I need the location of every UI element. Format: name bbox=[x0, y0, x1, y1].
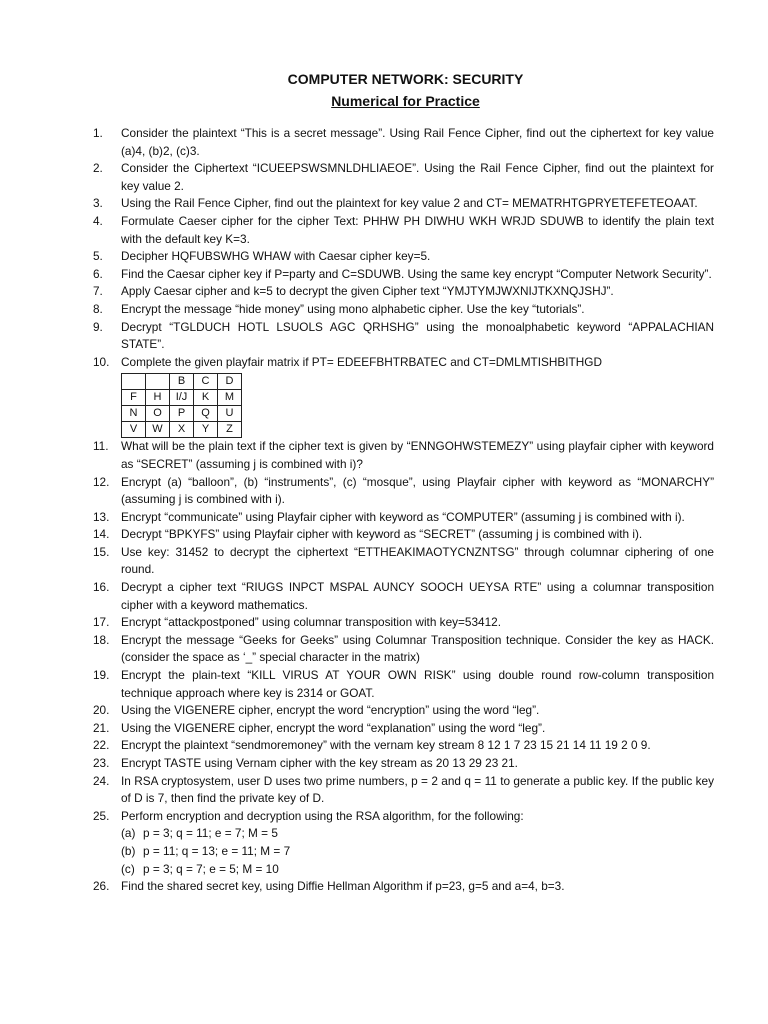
question-item bbox=[93, 354, 714, 439]
question-list bbox=[93, 125, 714, 896]
question-number: 17. bbox=[93, 615, 110, 630]
question-number: 22. bbox=[93, 738, 110, 753]
rsa-case-list bbox=[121, 825, 714, 878]
question-number: 26. bbox=[93, 879, 110, 894]
question-text: Using the Rail Fence Cipher, find out the plaintext for key value 2 and CT= MEMATRHTGPRYETEFETEOAAT. bbox=[121, 196, 698, 211]
question-number: 6. bbox=[93, 266, 103, 281]
question-text: Use key: 31452 to decrypt the ciphertext “ETTHEAKIMAOTYCNZNTSG” through columnar ciphering of one round. bbox=[121, 544, 714, 577]
matrix-cell: N bbox=[122, 406, 146, 422]
question-text: In RSA cryptosystem, user D uses two prime numbers, p = 2 and q = 11 to generate a public key. If the public key of D is 7, then find the private key of D. bbox=[121, 773, 714, 806]
rsa-case-item bbox=[121, 825, 714, 843]
question-text: Encrypt “attackpostponed” using columnar transposition with key=53412. bbox=[121, 615, 502, 630]
question-item bbox=[93, 125, 714, 160]
rsa-case-text: p = 3; q = 11; e = 7; M = 5 bbox=[143, 826, 278, 841]
matrix-cell: Z bbox=[218, 422, 242, 438]
question-text: Encrypt the message “Geeks for Geeks” using Columnar Transposition technique. Consider the key as HACK. (consider the space as ‘_” special character in the matrix) bbox=[121, 632, 714, 665]
matrix-row bbox=[122, 390, 242, 406]
question-number: 7. bbox=[93, 284, 103, 299]
question-number: 13. bbox=[93, 509, 110, 524]
rsa-case-text: p = 11; q = 13; e = 11; M = 7 bbox=[143, 843, 291, 858]
rsa-case-item bbox=[121, 843, 714, 861]
question-number: 19. bbox=[93, 668, 110, 683]
question-text: Encrypt “communicate” using Playfair cipher with keyword as “COMPUTER” (assuming j is combined with i). bbox=[121, 509, 685, 524]
question-text: Encrypt (a) “balloon”, (b) “instruments”, (c) “mosque”, using Playfair cipher with keyword as “MONARCHY” (assuming j is combined with i). bbox=[121, 474, 714, 507]
matrix-row bbox=[122, 422, 242, 438]
question-item bbox=[93, 509, 714, 527]
document-subtitle: Numerical for Practice bbox=[331, 93, 480, 109]
matrix-cell: U bbox=[218, 406, 242, 422]
question-number: 12. bbox=[93, 474, 110, 489]
matrix-row bbox=[122, 406, 242, 422]
question-item bbox=[93, 702, 714, 720]
question-text: Using the VIGENERE cipher, encrypt the word “encryption” using the word “leg”. bbox=[121, 703, 540, 718]
question-number: 8. bbox=[93, 301, 103, 316]
matrix-cell: C bbox=[194, 374, 218, 390]
question-item bbox=[93, 319, 714, 354]
question-number: 14. bbox=[93, 527, 110, 542]
matrix-cell: Y bbox=[194, 422, 218, 438]
question-item bbox=[93, 301, 714, 319]
question-number: 24. bbox=[93, 773, 110, 788]
question-text: Encrypt TASTE using Vernam cipher with the key stream as 20 13 29 23 21. bbox=[121, 756, 518, 770]
question-number: 18. bbox=[93, 632, 110, 647]
question-item bbox=[93, 773, 714, 808]
question-text: Apply Caesar cipher and k=5 to decrypt the given Cipher text “YMJTYMJWXNIJTKXNQJSHJ”. bbox=[121, 284, 614, 299]
question-text: Formulate Caeser cipher for the cipher Text: PHHW PH DIWHU WKH WRJD SDUWB to identify the plain text with the default key K=3. bbox=[121, 213, 714, 246]
question-item bbox=[93, 266, 714, 284]
question-text: Consider the Ciphertext “ICUEEPSWSMNLDHLIAEOE”. Using the Rail Fence Cipher, find out the plaintext for key value 2. bbox=[121, 161, 714, 193]
matrix-cell: W bbox=[146, 422, 170, 438]
matrix-cell: B bbox=[170, 374, 194, 390]
question-number: 9. bbox=[93, 319, 103, 334]
question-item bbox=[93, 438, 714, 473]
question-number: 15. bbox=[93, 544, 110, 559]
question-number: 20. bbox=[93, 703, 110, 718]
matrix-row bbox=[122, 374, 242, 390]
document-title: COMPUTER NETWORK: SECURITY bbox=[287, 71, 524, 87]
matrix-cell: X bbox=[170, 422, 194, 438]
matrix-cell: P bbox=[170, 406, 194, 422]
matrix-cell: O bbox=[146, 406, 170, 422]
rsa-case-item bbox=[121, 861, 714, 879]
matrix-cell: K bbox=[194, 390, 218, 406]
question-text: Complete the given playfair matrix if PT= EDEEFBHTRBATEC and CT=DMLMTISHBITHGD bbox=[121, 354, 602, 369]
question-text: Decrypt a cipher text “RIUGS INPCT MSPAL AUNCY SOOCH UEYSA RTE” using a columnar transposition cipher with a keyword mathematics. bbox=[121, 580, 714, 612]
matrix-cell: I/J bbox=[170, 390, 194, 406]
matrix-cell: D bbox=[218, 374, 242, 390]
question-text: Find the shared secret key, using Diffie Hellman Algorithm if p=23, g=5 and a=4, b=3. bbox=[121, 879, 565, 894]
question-number: 16. bbox=[93, 580, 110, 595]
question-text: Consider the plaintext “This is a secret message”. Using Rail Fence Cipher, find out the ciphertext for key value (a)4, (b)2, (c)3. bbox=[121, 126, 714, 158]
matrix-cell: Q bbox=[194, 406, 218, 422]
rsa-case-label: (a) bbox=[121, 826, 136, 841]
matrix-cell bbox=[122, 374, 146, 390]
question-number: 25. bbox=[93, 808, 110, 823]
question-item bbox=[93, 579, 714, 614]
question-text: Decrypt “BPKYFS” using Playfair cipher with keyword as “SECRET” (assuming j is combined with i). bbox=[121, 527, 643, 542]
question-text: Find the Caesar cipher key if P=party and C=SDUWB. Using the same key encrypt “Computer Network Security”. bbox=[121, 266, 712, 281]
rsa-case-text: p = 3; q = 7; e = 5; M = 10 bbox=[143, 861, 279, 876]
question-item bbox=[93, 737, 714, 755]
question-item bbox=[93, 213, 714, 248]
matrix-cell: V bbox=[122, 422, 146, 438]
question-text: Using the VIGENERE cipher, encrypt the word “explanation” using the word “leg”. bbox=[121, 720, 546, 735]
question-number: 11. bbox=[93, 439, 109, 454]
question-number: 2. bbox=[93, 161, 103, 176]
question-text: Encrypt the message “hide money” using mono alphabetic cipher. Use the key “tutorials”. bbox=[121, 301, 585, 316]
matrix-cell: F bbox=[122, 390, 146, 406]
matrix-cell: H bbox=[146, 390, 170, 406]
question-item bbox=[93, 808, 714, 878]
question-text: Encrypt the plain-text “KILL VIRUS AT YOUR OWN RISK” using double round row-column transposition technique approach where key is 2314 or GOAT. bbox=[121, 668, 714, 700]
question-item bbox=[93, 878, 714, 896]
question-number: 3. bbox=[93, 196, 103, 211]
question-item bbox=[93, 283, 714, 301]
question-item bbox=[93, 248, 714, 266]
question-item bbox=[93, 526, 714, 544]
question-item bbox=[93, 667, 714, 702]
question-item bbox=[93, 544, 714, 579]
question-item bbox=[93, 195, 714, 213]
question-item bbox=[93, 755, 714, 773]
rsa-case-label: (b) bbox=[121, 843, 136, 858]
matrix-cell bbox=[146, 374, 170, 390]
question-text: Perform encryption and decryption using the RSA algorithm, for the following: bbox=[121, 808, 524, 823]
question-number: 23. bbox=[93, 756, 110, 770]
matrix-cell: M bbox=[218, 390, 242, 406]
question-number: 5. bbox=[93, 249, 103, 264]
question-text: Decipher HQFUBSWHG WHAW with Caesar cipher key=5. bbox=[121, 249, 431, 264]
rsa-case-label: (c) bbox=[121, 861, 135, 876]
question-number: 10. bbox=[93, 354, 110, 369]
question-text: Encrypt the plaintext “sendmoremoney” with the vernam key stream 8 12 1 7 23 15 21 14 11 19 2 0 9. bbox=[121, 738, 651, 753]
question-text: What will be the plain text if the cipher text is given by “ENNGOHWSTEMEZY” using playfair cipher with keyword as “SECRET” (assuming j is combined with i)? bbox=[121, 439, 714, 471]
question-number: 21. bbox=[93, 720, 110, 735]
question-number: 1. bbox=[93, 126, 103, 140]
question-number: 4. bbox=[93, 213, 103, 228]
question-text: Decrypt “TGLDUCH HOTL LSUOLS AGC QRHSHG” using the monoalphabetic keyword “APPALACHIAN STATE”. bbox=[121, 319, 714, 352]
question-item bbox=[93, 160, 714, 195]
question-item bbox=[93, 720, 714, 738]
question-item bbox=[93, 632, 714, 667]
playfair-matrix bbox=[121, 373, 242, 438]
question-item bbox=[93, 614, 714, 632]
question-item bbox=[93, 474, 714, 509]
